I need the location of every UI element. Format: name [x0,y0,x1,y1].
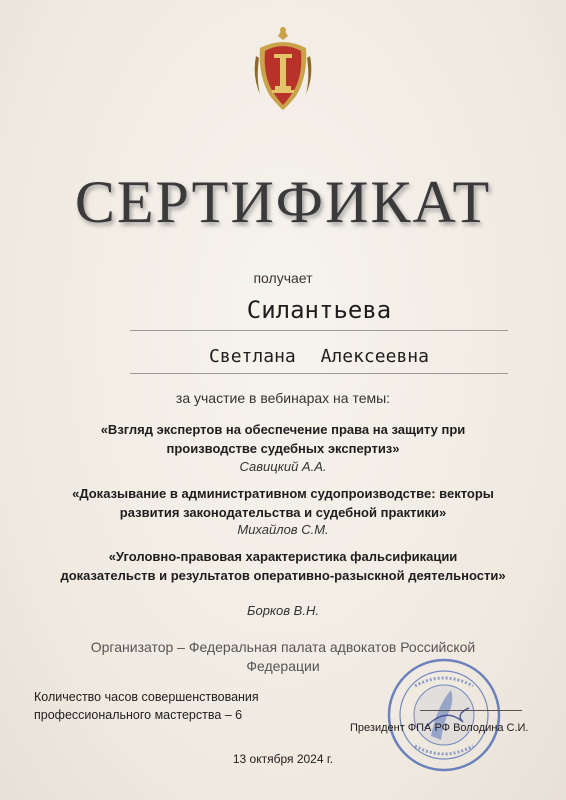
webinar-author: Борков В.Н. [247,603,319,618]
organizer-text: Организатор – Федеральная палата адвокатов Российской Федерации [90,639,476,674]
certificate-title: СЕРТИФИКАТ [74,169,492,235]
issue-date: 13 октября 2024 г. [232,752,334,766]
recipient-surname: Силантьева [246,296,392,324]
webinar-author: Савицкий А.А. [239,459,327,474]
webinar-author: Михайлов С.М. [237,522,329,537]
given-names-underline [130,373,508,374]
recipient-given-names: Светлана Алексеевна [209,346,429,367]
receives-label: получает [253,270,313,286]
surname-underline [130,330,508,331]
fpa-emblem-icon [250,26,316,114]
webinar-topic: «Доказывание в административном судопроизводстве: векторы развития законодательства и судебной практики» [72,486,494,520]
webinar-topic: «Взгляд экспертов на обеспечение права на защиту при производстве судебных экспертиз» [100,422,466,456]
training-hours: Количество часов совершенствования профессионального мастерства – 6 [34,690,259,722]
signature-line [420,710,522,711]
participation-label: за участие в вебинарах на темы: [175,390,391,406]
president-signature-label: Президент ФПА РФ Володина С.И. [350,722,529,734]
webinar-topic: «Уголовно-правовая характеристика фальсификации доказательств и результатов оперативно-разыскной деятельности» [60,549,506,583]
